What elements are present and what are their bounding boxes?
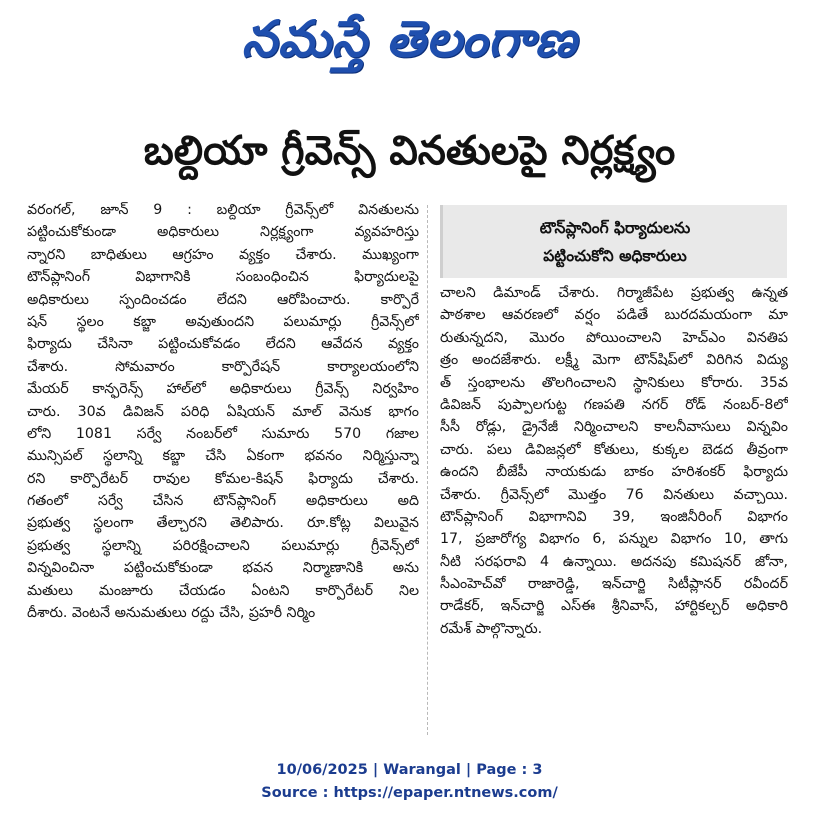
article-line: చారు. 30వ డివిజన్ పరిధి ఏషియన్ మాల్ వెనుక భాగం bbox=[27, 403, 419, 420]
article-line: న్నారని బాధితులు ఆగ్రహం వ్యక్తం చేశారు. ముఖ్యంగా bbox=[27, 246, 419, 263]
article-line: ఉందని బీజేపీ నాయకుడు బాకం హరిశంకర్ ఫిర్యాదు bbox=[440, 464, 788, 481]
article-line: దీశారు. వెంటనే అనుమతులు రద్దు చేసి, ప్రహరీ నిర్మిం bbox=[27, 605, 316, 622]
article-line: నీటి సరఫరావి 4 ఉన్నాయి. అదనపు కమిషనర్ జోనా, bbox=[440, 553, 788, 570]
article-line: మతులు మంజూరు చేయడం ఏంటని కార్పొరేటర్ నిల bbox=[27, 582, 419, 599]
article-line: సీసీ రోడ్లు, డ్రైనేజీ నిర్మించాలని కాలనీవాసులు విన్నవిం bbox=[440, 419, 788, 436]
article-line: చాలని డిమాండ్ చేశారు. గిర్మాజీపేట ప్రభుత్వ ఉన్నత bbox=[440, 285, 788, 301]
article-line: అధికారులు స్పందించడం లేదని ఆరోపించారు. కార్పొరే bbox=[27, 291, 419, 308]
article-line: గతంలో సర్వే చేసిన టౌన్‌ప్లానింగ్ అధికారులు అది bbox=[27, 493, 419, 510]
article-line: చేశారు. గ్రీవెన్స్‌లో మొత్తం 76 వినతులు వచ్చాయి. bbox=[440, 486, 788, 503]
article-line: లోని 1081 సర్వే నంబర్‌లో సుమారు 570 గజాల bbox=[27, 425, 419, 442]
article-line: వరంగల్, జూన్ 9 : బల్దియా గ్రీవెన్స్‌లో వినతులను bbox=[27, 202, 419, 218]
newspaper-logo: నమస్తే తెలంగాణ bbox=[241, 10, 578, 68]
masthead bbox=[0, 0, 819, 82]
article-line: విన్నవించినా పట్టించుకోకుండా భవన నిర్మాణానికి అను bbox=[27, 560, 419, 577]
article-line: ఫిర్యాదు చేసినా పట్టించుకోవడం లేదని ఆవేదన వ్యక్తం bbox=[27, 336, 419, 353]
article-column-right bbox=[440, 282, 788, 640]
article-line: త్రం అందజేశారు. లక్ష్మీ మెగా టౌన్‌షిప్‌లో విరిగిన విద్యు bbox=[440, 352, 788, 369]
article-line: టౌన్‌ప్లానింగ్ విభాగానికి సంబంధించిన ఫిర్యాదులపై bbox=[27, 269, 419, 286]
article-column-left bbox=[27, 199, 419, 624]
subheadline-line-2: పట్టించుకోని అధికారులు bbox=[543, 247, 687, 265]
article-line: మున్సిపల్ స్థలాన్ని కబ్జా చేసి ఏకంగా భవనం నిర్మిస్తున్నా bbox=[27, 448, 419, 465]
article-line: టౌన్‌ప్లానింగ్ విభాగానివి 39, ఇంజినీరింగ్ విభాగం bbox=[440, 508, 788, 525]
article-line: రాడేకర్, ఇన్‌చార్జి ఎస్‌ఈ శ్రీనివాస్, హార్టికల్చర్ అధికారి bbox=[440, 598, 788, 615]
article-line: డివిజన్ పుప్పాలగుట్ట గణపతి నగర్ రోడ్ నంబర్-8లో bbox=[440, 396, 788, 413]
footer-date-edition: 10/06/2025 | Warangal | Page : 3 bbox=[276, 762, 543, 778]
article-line: చేశారు. సోమవారం కార్పొరేషన్ కార్యాలయంలోని bbox=[27, 358, 419, 375]
article-line: ప్రభుత్వ స్థలాన్ని పరిరక్షించాలని పలుమార్లు గ్రీవెన్స్‌లో bbox=[27, 537, 419, 554]
article-line: 17, ప్రజారోగ్య విభాగం 6, పన్నుల విభాగం 10, తాగు bbox=[440, 531, 788, 548]
article-line: ప్రభుత్వ స్థలంగా తేల్చారని తెలిపారు. రూ.కోట్ల విలువైన bbox=[27, 515, 419, 532]
article-line: త్ స్తంభాలను తొలగించాలని స్థానికులు కోరారు. 35వ bbox=[440, 374, 788, 391]
column-divider bbox=[427, 205, 428, 735]
article-line: రని కార్పొరేటర్ రావుల కోమల-కిషన్ ఫిర్యాదు చేశారు. bbox=[27, 470, 419, 487]
article-line: సీఎంహెచ్‌వో రాజారెడ్డి, ఇన్‌చార్జి సిటీప్లానర్ రవీందర్ bbox=[440, 576, 788, 593]
article-line: పాఠశాల ఆవరణలో వర్షం పడితే బురదమయంగా మా bbox=[440, 307, 788, 324]
article-headline: బల్దియా గ్రీవెన్స్ వినతులపై నిర్లక్ష్యం bbox=[143, 128, 676, 174]
article-subheadline-box bbox=[440, 205, 787, 278]
article-line: పట్టించుకోకుండా అధికారులు నిర్లక్ష్యంగా వ్యవహరిస్తు bbox=[27, 224, 419, 241]
article-line: షన్ స్థలం కబ్జా అవుతుందని పలుమార్లు గ్రీవెన్స్‌లో bbox=[27, 313, 419, 330]
article-line: మేయర్ కాన్ఫరెన్స్ హాల్‌లో అధికారులు గ్రీవెన్స్ నిర్వహిం bbox=[27, 381, 419, 398]
article-line: చారు. పలు డివిజన్లలో కోతులు, కుక్కల బెడద తీవ్రంగా bbox=[440, 441, 788, 458]
footer-source: Source : https://epaper.ntnews.com/ bbox=[261, 785, 558, 801]
article-line: రుతున్నదని, మొరం పోయించాలని హెచ్‌ఎం వినతిప bbox=[440, 329, 788, 346]
article-line: రమేశ్ పాల్గొన్నారు. bbox=[440, 620, 543, 637]
subheadline-line-1: టౌన్‌ప్లానింగ్ ఫిర్యాదులను bbox=[539, 219, 691, 237]
